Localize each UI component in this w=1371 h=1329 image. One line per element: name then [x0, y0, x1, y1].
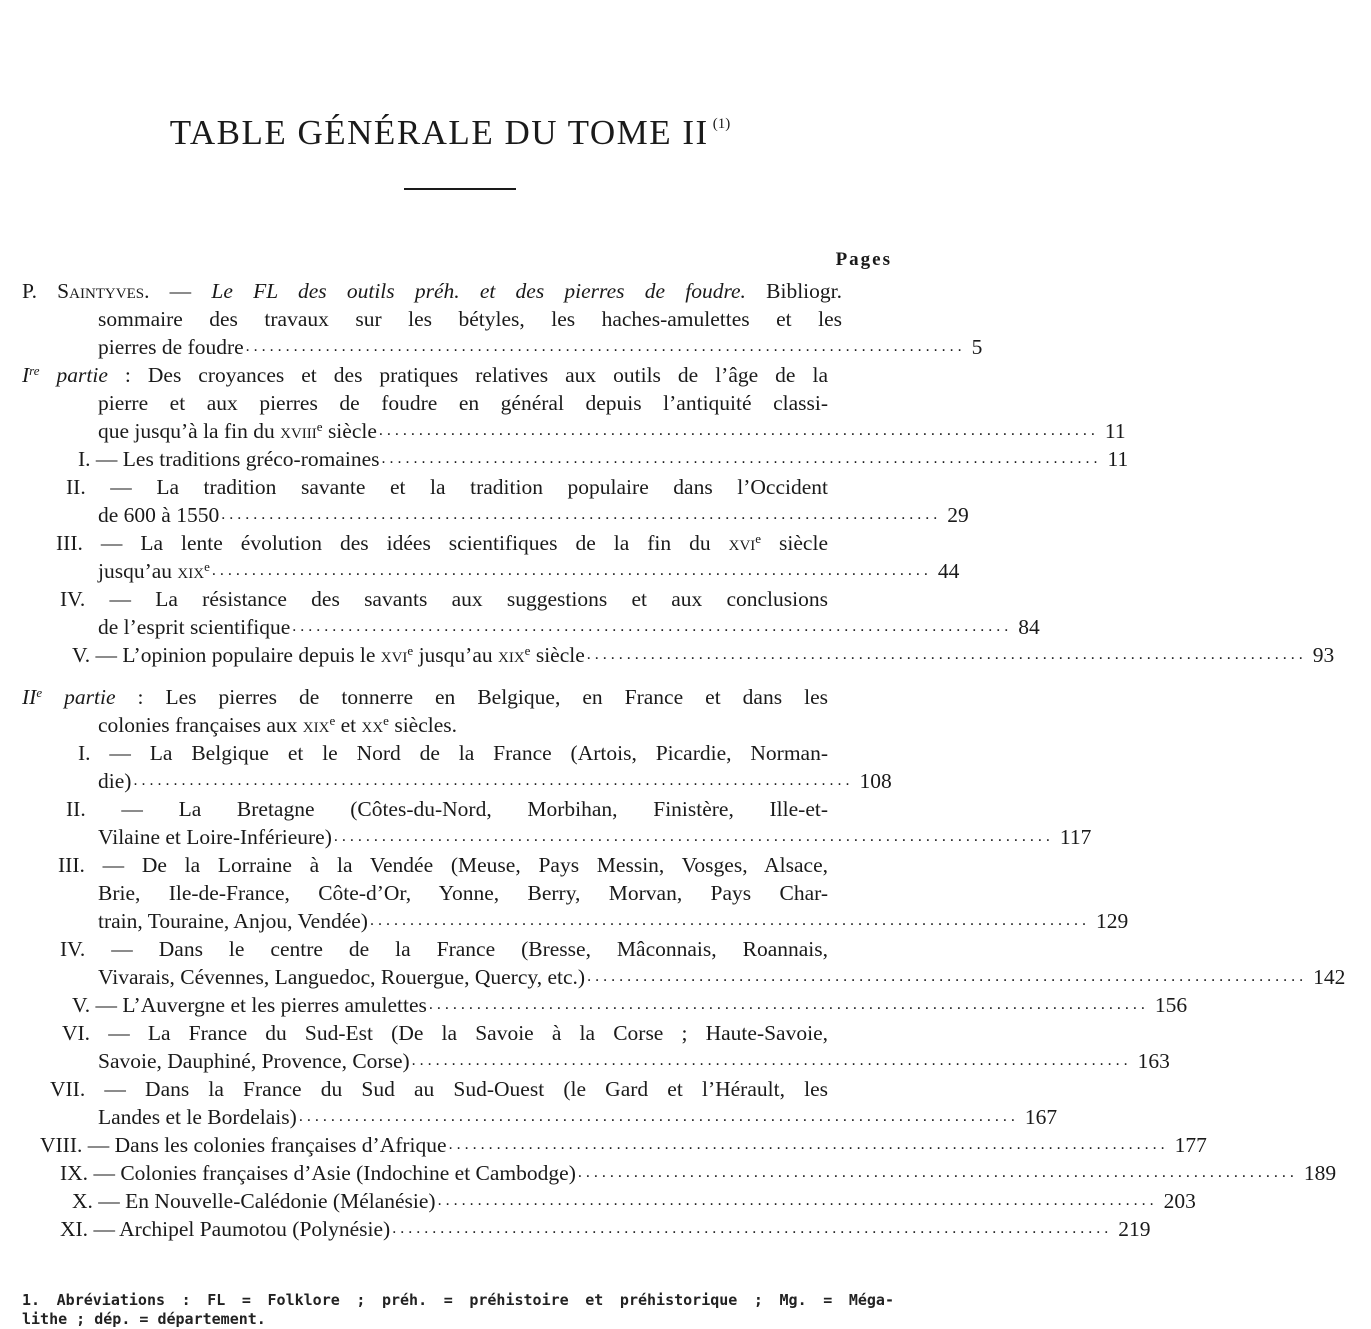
toc-line-last: VIII. — Dans les colonies françaises d’Afrique .......................................................................................... 177 [0, 1131, 900, 1159]
toc-entry-chapter [0, 795, 1092, 851]
toc-line-last: pierres de foudre .......................................................................................... 5 [0, 333, 900, 361]
toc-entry-chapter [0, 445, 1129, 473]
toc-line-last: V. — L’Auvergne et les pierres amulettes .......................................................................................... 156 [0, 991, 900, 1019]
dot-leader: .......................................................................................... [428, 996, 1149, 1013]
chapter-number: II. [66, 797, 86, 821]
toc-entry-chapter [0, 1187, 1196, 1215]
toc-line: Brie, Ile-de-France, Côte-d’Or, Yonne, Berry, Morvan, Pays Char- [98, 881, 828, 905]
dot-leader: .......................................................................................... [292, 618, 1013, 635]
chapter-number: VII. [50, 1077, 86, 1101]
toc-entry-chapter [0, 1019, 1170, 1075]
chapter-number: V. [72, 643, 91, 667]
dot-leader: .......................................................................................... [245, 338, 966, 355]
toc-line-last: de l’esprit scientifique .......................................................................................... 84 [0, 613, 900, 641]
dot-leader: .......................................................................................... [448, 1136, 1169, 1153]
page-number: 108 [859, 769, 892, 793]
page-number: 117 [1059, 825, 1092, 849]
toc-line: IIe partie : Les pierres de tonnerre en Belgique, en France et dans les [22, 685, 828, 709]
toc-entry-chapter [0, 1131, 1207, 1159]
toc-entry-saintyves [0, 277, 983, 361]
toc-line-last: V. — L’opinion populaire depuis le xvi$^e$ jusqu’au xix$^e$ siècle .......................................................................................... 93 [0, 641, 900, 669]
toc-entry-part-1 [0, 361, 1126, 445]
page-number: 11 [1107, 447, 1129, 471]
toc-entry-chapter [0, 585, 1040, 641]
dot-leader: .......................................................................................... [221, 506, 942, 523]
toc-entry-chapter [0, 529, 960, 585]
dot-leader: .......................................................................................... [587, 968, 1308, 985]
toc-entry-chapter [0, 1215, 1151, 1243]
section-gap [0, 669, 900, 683]
toc-line: II. — La Bretagne (Côtes-du-Nord, Morbihan, Finistère, Ille-et- [66, 797, 829, 821]
chapter-number: X. [72, 1189, 93, 1213]
dot-leader: .......................................................................................... [133, 772, 854, 789]
page-number: 203 [1163, 1189, 1196, 1213]
pages-column-heading: Pages [835, 249, 892, 270]
toc-entry-chapter [0, 935, 1346, 991]
chapter-number: V. [72, 993, 91, 1017]
toc-entry-chapter [0, 473, 969, 529]
chapter-number: IV. [60, 937, 86, 961]
toc-entry-chapter [0, 739, 900, 795]
toc-entry-chapter [0, 1075, 1058, 1131]
title-rule [404, 188, 516, 190]
toc-line: sommaire des travaux sur les bétyles, les haches-amulettes et les [98, 307, 842, 331]
part-heading: Ire partie [22, 363, 108, 387]
page-title [0, 113, 900, 153]
toc-line-last: de 600 à 1550 .......................................................................................... 29 [0, 501, 900, 529]
toc-line-last: Vilaine et Loire-Inférieure) .......................................................................................... 117 [0, 823, 900, 851]
toc-line-last: Savoie, Dauphiné, Provence, Corse) .......................................................................................... 163 [0, 1047, 900, 1075]
dot-leader: .......................................................................................... [381, 450, 1102, 467]
page-number: 93 [1312, 643, 1335, 667]
toc-line-last: X. — En Nouvelle-Calédonie (Mélanésie) .......................................................................................... 203 [0, 1187, 900, 1215]
toc-line-last: train, Touraine, Anjou, Vendée) .......................................................................................... 129 [0, 907, 900, 935]
page-number: 177 [1174, 1133, 1207, 1157]
chapter-number: VI. [62, 1021, 91, 1045]
table-of-contents [0, 277, 1346, 1243]
chapter-number: I. [78, 447, 91, 471]
toc-line-last: XI. — Archipel Paumotou (Polynésie) .......................................................................................... 219 [0, 1215, 900, 1243]
chapter-number: IV. [60, 587, 86, 611]
toc-entry-chapter [0, 1159, 1337, 1187]
dot-leader: .......................................................................................... [333, 828, 1054, 845]
footnote-line: lithe ; dép. = département. [22, 1310, 266, 1328]
chapter-number: XI. [60, 1217, 89, 1241]
dot-leader: .......................................................................................... [586, 646, 1307, 663]
dot-leader: .......................................................................................... [437, 1192, 1158, 1209]
toc-entry-chapter [0, 851, 1129, 935]
page-number: 11 [1104, 419, 1126, 443]
toc-line: I. — La Belgique et le Nord de la France (Artois, Picardie, Norman- [78, 741, 828, 765]
toc-line: IV. — La résistance des savants aux suggestions et aux conclusions [60, 587, 828, 611]
toc-line-last: que jusqu’à la fin du xviii$^e$ siècle .......................................................................................... 11 [0, 417, 900, 445]
page-number: 219 [1118, 1217, 1151, 1241]
title-footnote-mark: (1) [712, 116, 731, 132]
chapter-number: III. [56, 531, 83, 555]
toc-line: II. — La tradition savante et la tradition populaire dans l’Occident [66, 475, 828, 499]
chapter-number: IX. [60, 1161, 89, 1185]
toc-line: VII. — Dans la France du Sud au Sud-Ouest (le Gard et l’Hérault, les [50, 1077, 828, 1101]
toc-line-last: jusqu’au xix$^e$ .......................................................................................... 44 [0, 557, 900, 585]
page-number: 84 [1018, 615, 1040, 639]
part-heading: IIe partie [22, 685, 116, 709]
toc-entry-chapter [0, 991, 1188, 1019]
toc-line: III. — La lente évolution des idées scientifiques de la fin du xvi$^e$ siècle [56, 531, 828, 555]
page-number: 156 [1154, 993, 1188, 1017]
toc-line: pierre et aux pierres de foudre en général depuis l’antiquité classi- [98, 391, 828, 415]
dot-leader: .......................................................................................... [392, 1220, 1113, 1237]
page-number: 29 [947, 503, 969, 527]
page-number: 5 [971, 335, 983, 359]
page-number: 189 [1303, 1161, 1337, 1185]
footnote [22, 1291, 894, 1329]
dot-leader: .......................................................................................... [211, 562, 932, 579]
toc-line-last: colonies françaises aux xix$^e$ et $xx^e$ siècles. [98, 713, 458, 737]
toc-line: III. — De la Lorraine à la Vendée (Meuse, Pays Messin, Vosges, Alsace, [58, 853, 828, 877]
dot-leader: .......................................................................................... [411, 1052, 1132, 1069]
chapter-number: II. [66, 475, 86, 499]
dot-leader: .......................................................................................... [378, 422, 1099, 439]
toc-line-last: Vivarais, Cévennes, Languedoc, Rouergue, Quercy, etc.) .......................................................................................... 142 [0, 963, 900, 991]
page-number: 129 [1095, 909, 1129, 933]
toc-entry-chapter [0, 641, 1335, 669]
page-number: 163 [1137, 1049, 1170, 1073]
footnote-line: 1. Abréviations : FL = Folklore ; préh. = préhistoire et préhistorique ; Mg. = Méga- [22, 1291, 894, 1309]
chapter-number: VIII. [40, 1133, 83, 1157]
page-number: 44 [937, 559, 960, 583]
toc-line: IV. — Dans le centre de la France (Bresse, Mâconnais, Roannais, [60, 937, 829, 961]
toc-line-last: Landes et le Bordelais) .......................................................................................... 167 [0, 1103, 900, 1131]
page-number: 142 [1313, 965, 1346, 989]
toc-line: Ire partie : Des croyances et des pratiques relatives aux outils de l’âge de la [22, 363, 828, 387]
chapter-number: I. [78, 741, 91, 765]
toc-line-last: die) .......................................................................................... 108 [0, 767, 900, 795]
dot-leader: .......................................................................................... [369, 912, 1090, 929]
toc-line: VI. — La France du Sud-Est (De la Savoie à la Corse ; Haute-Savoie, [62, 1021, 828, 1045]
title-text: TABLE GÉNÉRALE DU TOME II [169, 113, 709, 152]
chapter-number: III. [58, 853, 85, 877]
dot-leader: .......................................................................................... [298, 1108, 1019, 1125]
dot-leader: .......................................................................................... [577, 1164, 1298, 1181]
page-number: 167 [1024, 1105, 1058, 1129]
toc-line-last: I. — Les traditions gréco-romaines .......................................................................................... 11 [0, 445, 900, 473]
toc-line-last: IX. — Colonies françaises d’Asie (Indochine et Cambodge) .......................................................................................... 189 [0, 1159, 900, 1187]
toc-line: P. Saintyves. — Le FL des outils préh. et des pierres de foudre. Bibliogr. [22, 279, 842, 303]
toc-entry-part-2 [0, 683, 900, 739]
